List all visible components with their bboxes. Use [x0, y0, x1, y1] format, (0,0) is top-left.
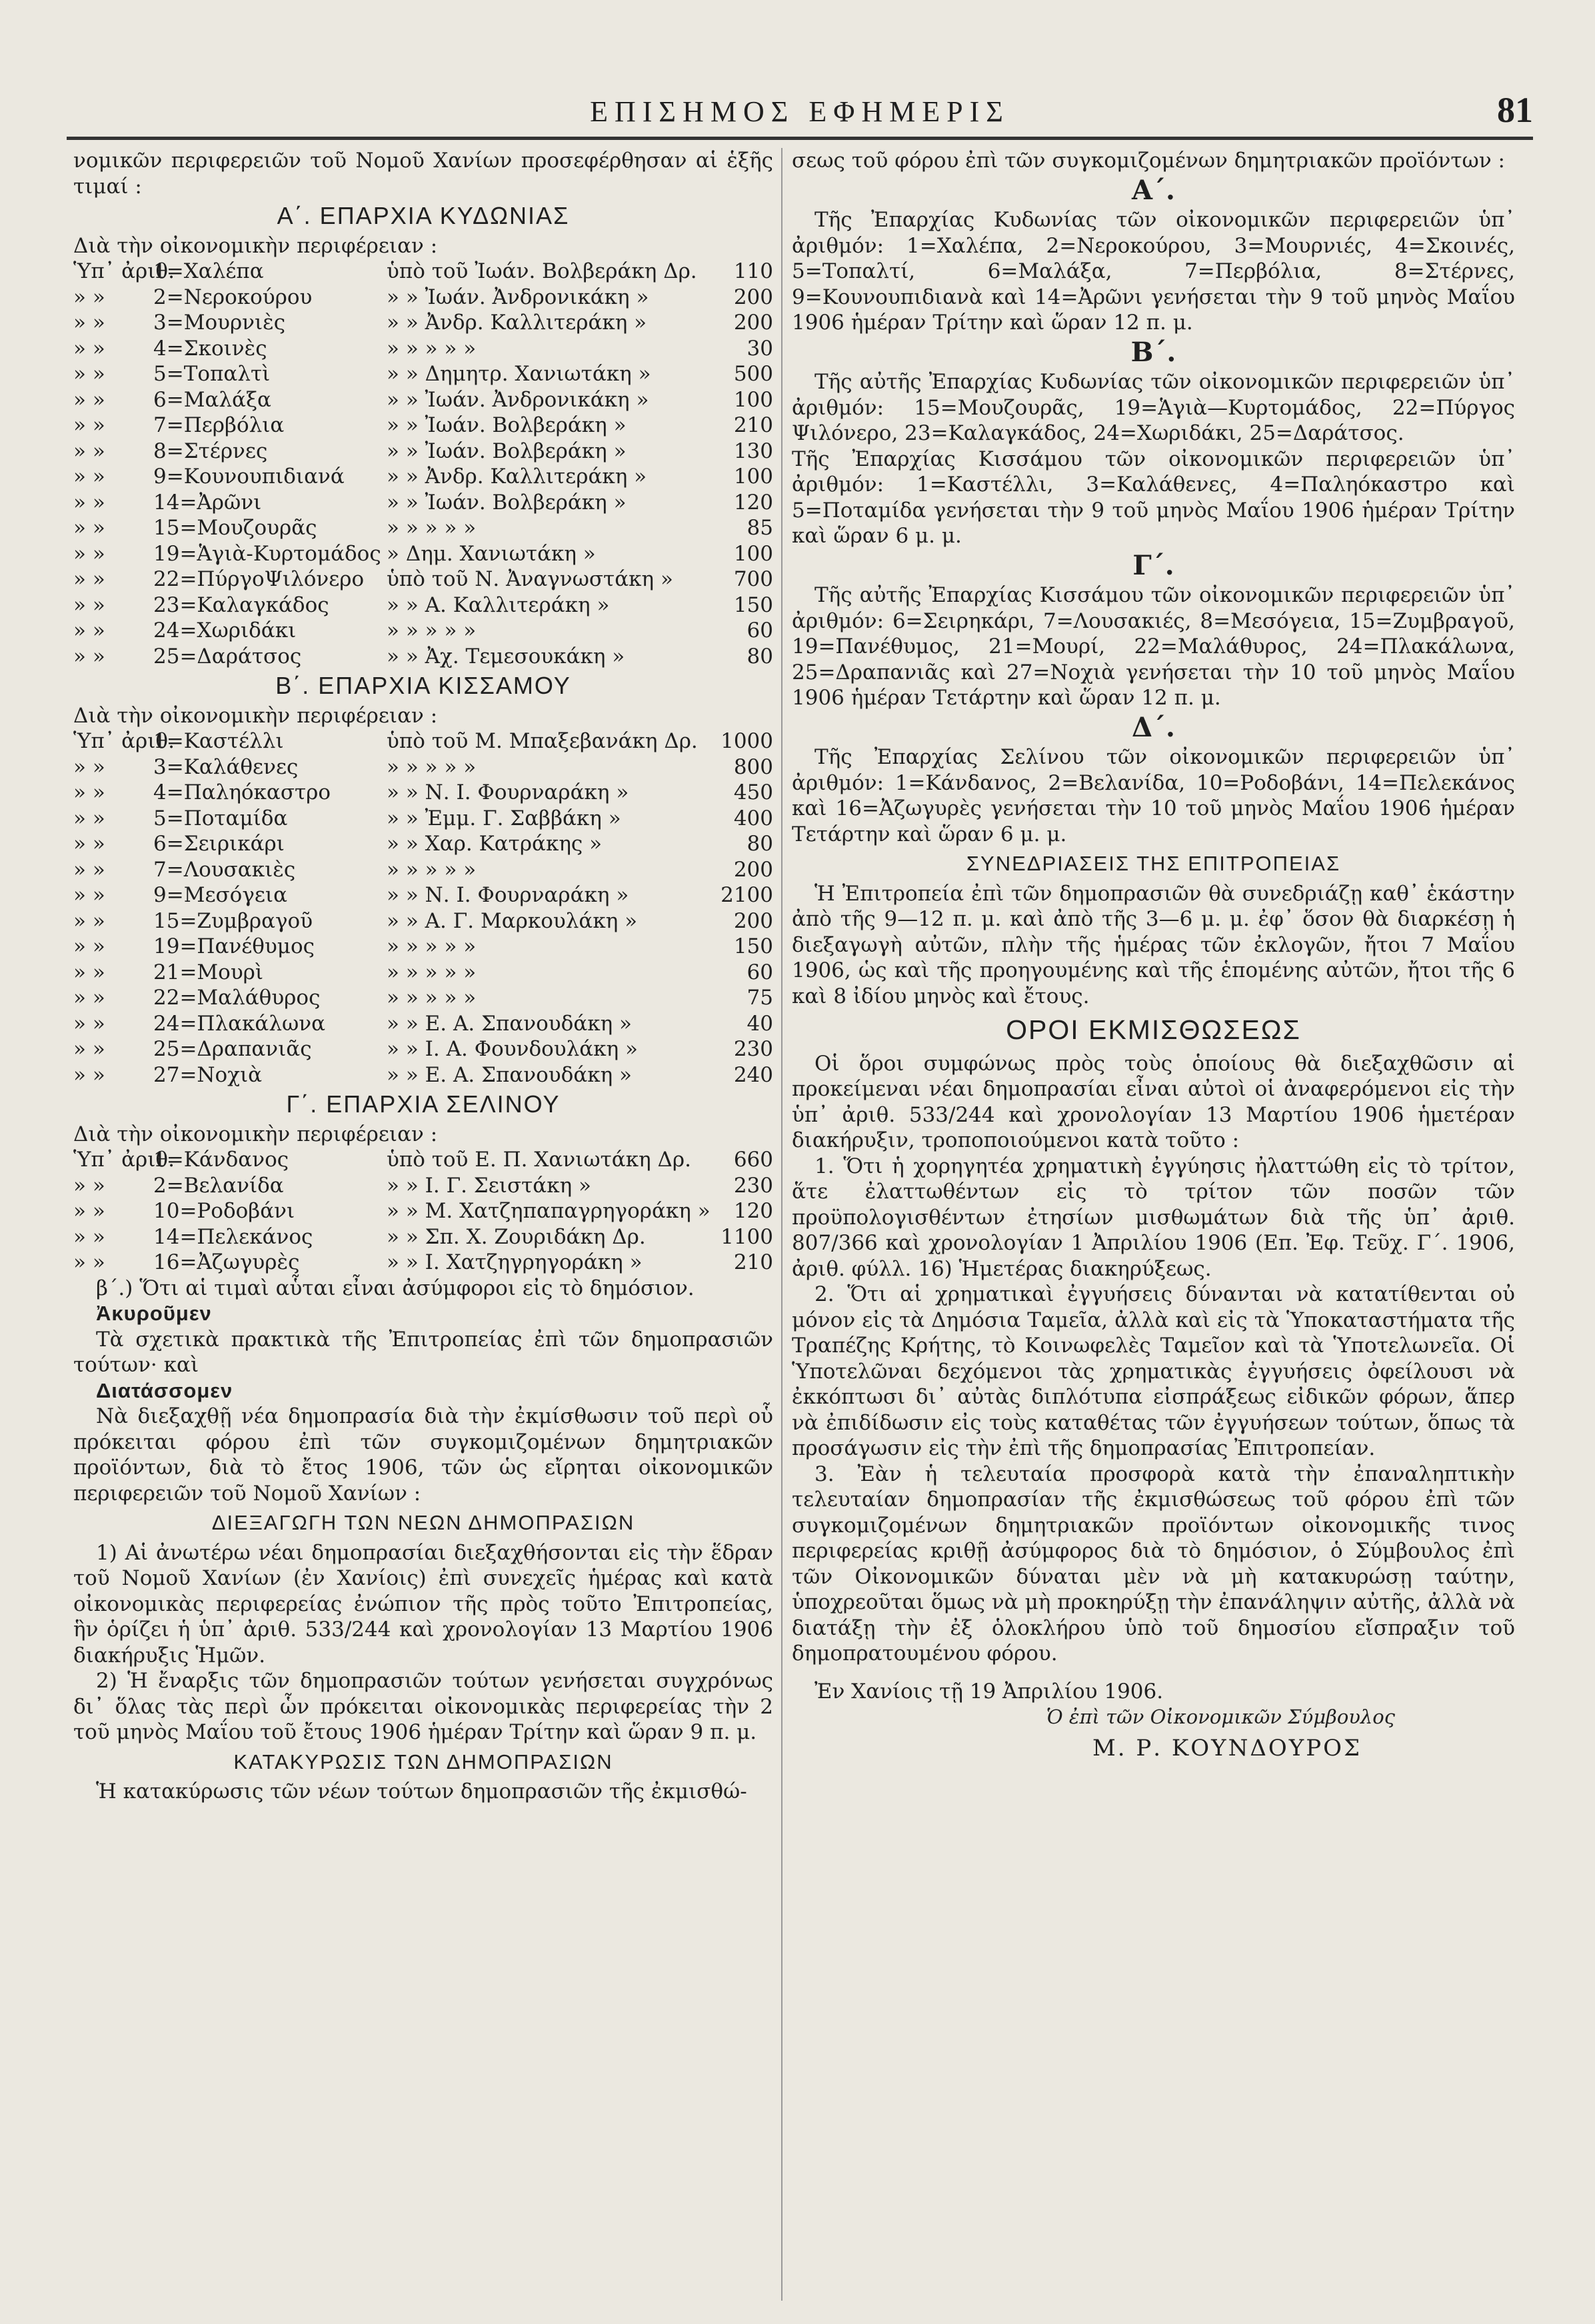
row-number: » » — [73, 644, 105, 668]
row-bidder: » » Ἰωάν. Ἀνδρονικάκη » — [387, 285, 649, 309]
section-b-subtitle: Διὰ τὴν οἰκονομικὴν περιφέρειαν : — [73, 703, 438, 728]
table-row — [73, 960, 773, 986]
row-number: » » — [73, 387, 105, 412]
table-row — [73, 567, 773, 592]
bids-table-selino — [73, 1147, 773, 1276]
row-bidder: ὑπὸ τοῦ Ν. Ἀναγνωστάκη » — [387, 567, 673, 591]
table-row — [73, 857, 773, 883]
newspaper-title: ΕΠΙΣΗΜΟΣ ΕΦΗΜΕΡΙΣ — [590, 95, 1010, 128]
table-row — [73, 754, 773, 780]
row-bidder: » » Ι. Α. Φουνδουλάκη » — [387, 1037, 638, 1061]
row-number: » » — [73, 285, 105, 309]
row-number: » » — [73, 1250, 105, 1274]
row-number: » » — [73, 439, 105, 463]
row-number: Ὑπ᾽ ἀριθ. — [73, 259, 175, 283]
row-place: 3=Καλάθενες — [153, 754, 299, 779]
table-row — [73, 439, 773, 465]
table-row — [73, 285, 773, 311]
akyroumen-heading: Ἀκυροῦμεν — [96, 1302, 212, 1325]
awards-text: Ἡ κατακύρωσις τῶν νέων τούτων δημοπρασιῶν τῆς ἐκμισθώ- — [96, 1779, 747, 1803]
schedule-c-text: Τῆς αὐτῆς Ἐπαρχίας Κισσάμου τῶν οἰκονομικῶν περιφερειῶν ὑπ᾽ ἀριθμόν: 6=Σειρηκάρι, 7=Λουσακιές, 8=Μεσόγεια, 15=Ζυμβραγοῦ, 19=Πανέθυμος, 21=Μουρί, 22=Μαλάθυρος, 24=Πλακάλωνα, 25=Δραπανιᾶς καὶ 27=Νοχιὰ γενήσεται τὴν 10 τοῦ μηνὸς Μαΐου 1906 ἡμέραν Τετάρτην καὶ ὥραν 12 π. μ. — [792, 583, 1515, 710]
row-place: 22=ΠύργοΨιλόνερο — [153, 567, 365, 591]
table-row — [73, 541, 773, 567]
row-amount: 100 — [733, 387, 773, 412]
row-number: » » — [73, 1062, 105, 1087]
row-amount: 450 — [733, 780, 773, 804]
table-row — [73, 908, 773, 934]
row-number: » » — [73, 1037, 105, 1061]
row-number: » » — [73, 1224, 105, 1249]
term-3: 3. Ἐὰν ἡ τελευταία προσφορὰ κατὰ τὴν ἐπαναληπτικὴν τελευταίαν δημοπρασίαν τῆς ἐκμισθώσεως τοῦ φόρου ἐπὶ τῶν συγκομιζομένων δημητριακῶν προϊόντων οἰκονομικῆς τινος περιφερείας κριθῇ ἀσύμφορος διὰ τὸ δημόσιον, ὁ Σύμβουλος ἐπὶ τῶν Οἰκονομικῶν δύναται μὲν νὰ μὴ κατακυρώσῃ ταύτην, ὑποχρεοῦται ὅμως νὰ μὴ προκηρύξῃ τὴν ἐπανάληψιν αὐτῆς, ἀλλὰ νὰ διατάξῃ τὴν ἐξ ὁλοκλήρου ὑπὸ τοῦ δημοσίου εἴσπραξιν τοῦ δημοπρατουμένου φόρου. — [792, 1462, 1515, 1666]
row-number: » » — [73, 516, 105, 540]
row-number: » » — [73, 567, 105, 591]
row-number: » » — [73, 883, 105, 907]
table-row — [73, 259, 773, 285]
row-bidder: » » » » » — [387, 618, 477, 642]
row-bidder: » » Χαρ. Κατράκης » — [387, 832, 603, 856]
diatassomen-text: Νὰ διεξαχθῇ νέα δημοπρασία διὰ τὴν ἐκμίσθωσιν τοῦ περὶ οὗ πρόκειται φόρου ἐπὶ τῶν συγκομιζομένων δημητριακῶν προϊόντων, διὰ τὸ ἔτος 1906, τῶν ὡς εἴρηται οἰκονομικῶν περιφερειῶν τοῦ Νομοῦ Χανίων : — [73, 1404, 773, 1506]
row-place: 27=Νοχιὰ — [153, 1062, 263, 1087]
row-bidder: ὑπὸ τοῦ Ἰωάν. Βολβεράκη Δρ. — [387, 259, 697, 283]
row-bidder: » » Α. Καλλιτεράκη » — [387, 592, 610, 617]
table-row — [73, 1036, 773, 1062]
table-row — [73, 1198, 773, 1224]
note-text: β΄.) Ὅτι αἱ τιμαὶ αὗται εἶναι ἀσύμφοροι εἰς τὸ δημόσιον. — [96, 1276, 695, 1300]
row-number: » » — [73, 541, 105, 566]
row-amount: 660 — [733, 1148, 773, 1172]
page-header — [67, 80, 1533, 133]
page-number: 81 — [1497, 90, 1533, 130]
row-amount: 400 — [733, 806, 773, 830]
table-row — [73, 985, 773, 1011]
term-2: 2. Ὅτι αἱ χρηματικαὶ ἐγγυήσεις δύνανται νὰ κατατίθενται οὐ μόνον εἰς τὰ Δημόσια Ταμεῖα, ἀλλὰ καὶ εἰς τὰ Ὑποκαταστήματα τῆς Τραπέζης Κρήτης, τὸ Κοινωφελὲς Ταμεῖον καὶ τὰ Ὑποτελωνεῖα. Οἱ Ὑποτελῶναι δεχόμενοι τὰς χρηματικὰς ἐγγυήσεις ὀφείλουσι νὰ ἐκκόπτωσι δι᾽ αὐτὰς διπλότυπα εἰσπράξεως εἰδικῶν φόρων, ἅπερ νὰ ἐπιδίδωσιν εἰς τοὺς καταθέτας τῶν ἐγγυήσεων τούτων, ὅπως τὰ προσάγωσιν εἰς τὴν ἐπὶ τῆς δημοπρασίας Ἐπιτροπείαν. — [792, 1282, 1515, 1460]
table-row — [73, 831, 773, 857]
section-a-subtitle: Διὰ τὴν οἰκονομικὴν περιφέρειαν : — [73, 233, 438, 258]
row-bidder: » » Ν. Ι. Φουρναράκη » — [387, 780, 629, 804]
row-place: 19=Ἁγιὰ-Κυρτομάδος — [153, 541, 381, 566]
row-bidder: » Δημ. Χανιωτάκη » — [387, 541, 596, 566]
row-amount: 120 — [733, 490, 773, 515]
row-place: 1=Κάνδανος — [153, 1148, 289, 1172]
schedule-d-text: Τῆς Ἐπαρχίας Σελίνου τῶν οἰκονομικῶν περιφερειῶν ὑπ᾽ ἀριθμόν: 1=Κάνδανος, 2=Βελανίδα, 10=Ροδοβάνι, 14=Πελεκάνος καὶ 16=Ἀζωγυρὲς γενήσεται τὴν 10 τοῦ μηνὸς Μαΐου 1906 ἡμέραν Τετάρτην καὶ ὥραν 6 μ. μ. — [792, 745, 1515, 846]
row-place: 10=Ροδοβάνι — [153, 1199, 295, 1223]
row-amount: 700 — [733, 567, 773, 591]
row-bidder: » » Ἰωάν. Ἀνδρονικάκη » — [387, 387, 649, 412]
row-amount: 200 — [733, 311, 773, 335]
table-row — [73, 1250, 773, 1276]
row-place: 15=Μουζουρᾶς — [153, 516, 317, 540]
row-bidder: » » Ἰωάν. Βολβεράκη » — [387, 413, 627, 437]
row-place: 6=Μαλάξα — [153, 387, 271, 412]
continuation-text: σεως τοῦ φόρου ἐπὶ τῶν συγκομιζομένων δημητριακῶν προϊόντων : — [792, 149, 1505, 173]
row-number: » » — [73, 754, 105, 779]
left-column — [73, 148, 773, 2301]
terms-heading: ΟΡΟΙ ΕΚΜΙΣΘΩΣΕΩΣ — [1006, 1014, 1301, 1045]
table-row — [73, 1224, 773, 1250]
schedule-c-letter: Γ΄. — [1132, 549, 1174, 581]
row-bidder: » » Ἀχ. Τεμεσουκάκη » — [387, 644, 625, 668]
row-amount: 100 — [733, 541, 773, 566]
schedule-b-letter: Β΄. — [1130, 336, 1176, 368]
row-number: » » — [73, 832, 105, 856]
row-bidder: » » » » » — [387, 516, 477, 540]
row-place: 22=Μαλάθυρος — [153, 986, 321, 1010]
row-number: » » — [73, 1199, 105, 1223]
row-bidder: » » » » » — [387, 754, 477, 779]
date-line: Ἐν Χανίοις τῇ 19 Ἀπριλίου 1906. — [814, 1679, 1164, 1704]
row-place: 1=Χαλέπα — [153, 259, 264, 283]
row-number: » » — [73, 336, 105, 361]
row-amount: 1000 — [721, 729, 773, 753]
row-number: Ὑπ᾽ ἀριθ. — [73, 729, 175, 753]
row-bidder: » » » » » — [387, 336, 477, 361]
row-number: » » — [73, 908, 105, 933]
table-row — [73, 490, 773, 516]
table-row — [73, 464, 773, 490]
row-place: 5=Τοπαλτὶ — [153, 362, 271, 386]
row-place: 14=Ἀρῶνι — [153, 490, 262, 515]
row-amount: 110 — [733, 259, 773, 283]
row-amount: 150 — [733, 934, 773, 958]
table-row — [73, 618, 773, 644]
row-place: 16=Ἀζωγυρὲς — [153, 1250, 300, 1274]
row-place: 7=Λουσακιὲς — [153, 857, 296, 882]
row-bidder: » » Ι. Χατζηγρηγοράκη » — [387, 1250, 643, 1274]
schedule-a-text: Τῆς Ἐπαρχίας Κυδωνίας τῶν οἰκονομικῶν περιφερειῶν ὑπ᾽ ἀριθμόν: 1=Χαλέπα, 2=Νεροκούρου, 3=Μουρνιές, 4=Σκοινές, 5=Τοπαλτί, 6=Μαλάξα, 7=Περβόλια, 8=Στέρνες, 9=Κουνουπιδιανὰ καὶ 14=Ἀρῶνι γενήσεται τὴν 9 τοῦ μηνὸς Μαΐου 1906 ἡμέραν Τρίτην καὶ ὥραν 12 π. μ. — [792, 208, 1515, 335]
row-number: » » — [73, 934, 105, 958]
row-bidder: » » Ἰωάν. Βολβεράκη » — [387, 439, 627, 463]
row-place: 15=Ζυμβραγοῦ — [153, 908, 313, 933]
row-number: Ὑπ᾽ ἀριθ. — [73, 1148, 175, 1172]
row-amount: 60 — [747, 960, 773, 984]
table-row — [73, 1173, 773, 1199]
schedule-b-text: Τῆς αὐτῆς Ἐπαρχίας Κυδωνίας τῶν οἰκονομικῶν περιφερειῶν ὑπ᾽ ἀριθμόν: 15=Μουζουρᾶς, 19=Ἁγιὰ—Κυρτομάδος, 22=Πύργος Ψιλόνερο, 23=Καλαγκάδος, 24=Χωριδάκι, 25=Δαράτσος. Τῆς Ἐπαρχίας Κισσάμου τῶν οἰκονομικῶν περιφερειῶν ὑπ᾽ ἀριθμόν: 1=Καστέλλι, 3=Καλάθενες, 4=Παληόκαστρο καὶ 5=Ποταμίδα γενήσεται τὴν 9 τοῦ μηνὸς Μαΐου 1906 ἡμέραν Τρίτην καὶ ὥραν 6 μ. μ. — [792, 370, 1515, 548]
row-number: » » — [73, 960, 105, 984]
bids-table-kissamos — [73, 728, 773, 1088]
row-bidder: » » » » » — [387, 986, 477, 1010]
schedule-d-letter: Δ΄. — [1132, 711, 1175, 743]
row-number: » » — [73, 1011, 105, 1036]
row-amount: 500 — [733, 362, 773, 386]
row-bidder: » » Ε. Α. Σπανουδάκη » — [387, 1062, 633, 1087]
schedule-a-letter: Α΄. — [1132, 174, 1175, 206]
row-bidder: » » Ἰωάν. Βολβεράκη » — [387, 490, 627, 515]
row-number: » » — [73, 1173, 105, 1198]
row-amount: 150 — [733, 592, 773, 617]
row-number: » » — [73, 490, 105, 515]
row-place: 4=Σκοινὲς — [153, 336, 267, 361]
row-amount: 200 — [733, 908, 773, 933]
term-1: 1. Ὅτι ἡ χορηγητέα χρηματικὴ ἐγγύησις ἠλαττώθη εἰς τὸ τρίτον, ἅτε ἐλαττωθέντων εἰς τὸ τρίτον τῶν ποσῶν τῶν προϋπολογισθέντων ἐτησίων μισθωμάτων διὰ τῆς ὑπ᾽ ἀριθ. 807/366 καὶ χρονολογίαν 1 Ἀπριλίου 1906 (Επ. Ἐφ. Τεῦχ. Γ΄. 1906, ἀριθ. φύλλ. 16) Ἡμετέρας διακηρύξεως. — [792, 1154, 1515, 1281]
right-column — [792, 148, 1515, 2301]
table-row — [73, 361, 773, 387]
row-place: 25=Δραπανιᾶς — [153, 1037, 312, 1061]
row-amount: 210 — [733, 413, 773, 437]
row-amount: 200 — [733, 857, 773, 882]
row-bidder: » » Ἐμμ. Γ. Σαββάκη » — [387, 806, 621, 830]
row-amount: 200 — [733, 285, 773, 309]
row-amount: 800 — [733, 754, 773, 779]
row-bidder: » » Ἀνδρ. Καλλιτεράκη » — [387, 465, 647, 489]
bids-table-kydonia — [73, 259, 773, 669]
row-place: 3=Μουρνιὲς — [153, 311, 286, 335]
table-row — [73, 934, 773, 960]
row-place: 5=Ποταμίδα — [153, 806, 288, 830]
row-amount: 60 — [747, 618, 773, 642]
table-row — [73, 1062, 773, 1088]
row-amount: 130 — [733, 439, 773, 463]
row-amount: 80 — [747, 832, 773, 856]
row-place: 7=Περβόλια — [153, 413, 285, 437]
row-number: » » — [73, 592, 105, 617]
row-place: 19=Πανέθυμος — [153, 934, 315, 958]
row-bidder: » » Ἀνδρ. Καλλιτεράκη » — [387, 311, 647, 335]
row-place: 2=Βελανίδα — [153, 1173, 284, 1198]
row-number: » » — [73, 618, 105, 642]
row-number: » » — [73, 465, 105, 489]
new-auctions-heading: ΔΙΕΞΑΓΩΓΗ ΤΩΝ ΝΕΩΝ ΔΗΜΟΠΡΑΣΙΩΝ — [211, 1511, 635, 1534]
table-row — [73, 780, 773, 806]
akyroumen-text: Τὰ σχετικὰ πρακτικὰ τῆς Ἐπιτροπείας ἐπὶ τῶν δημοπρασιῶν τούτων· καὶ — [73, 1327, 773, 1377]
row-amount: 240 — [733, 1062, 773, 1087]
row-number: » » — [73, 311, 105, 335]
diatassomen-heading: Διατάσσομεν — [96, 1378, 233, 1402]
table-row — [73, 1147, 773, 1173]
table-row — [73, 806, 773, 832]
row-amount: 1100 — [721, 1224, 773, 1249]
row-bidder: » » Ε. Α. Σπανουδάκη » — [387, 1011, 633, 1036]
meetings-heading: ΣΥΝΕΔΡΙΑΣΕΙΣ ΤΗΣ ΕΠΙΤΡΟΠΕΙΑΣ — [966, 852, 1341, 875]
row-place: 9=Κουνουπιδιανά — [153, 465, 345, 489]
row-number: » » — [73, 362, 105, 386]
row-place: 23=Καλαγκάδος — [153, 592, 329, 617]
signature-name: Μ. Ρ. ΚΟΥΝΔΟΥΡΟΣ — [1092, 1734, 1362, 1761]
intro-text: νομικῶν περιφερειῶν τοῦ Νομοῦ Χανίων προσεφέρθησαν αἱ ἑξῆς τιμαί : — [73, 149, 773, 199]
row-place: 25=Δαράτσος — [153, 644, 302, 668]
row-bidder: » » » » » — [387, 857, 477, 882]
row-bidder: ὑπὸ τοῦ Μ. Μπαξεβανάκη Δρ. — [387, 729, 698, 753]
row-amount: 85 — [747, 516, 773, 540]
terms-intro: Οἱ ὅροι συμφώνως πρὸς τοὺς ὁποίους θὰ διεξαχθῶσιν αἱ προκείμεναι νέαι δημοπρασίαι εἶναι αὐτοὶ οἱ ἀναφερόμενοι εἰς τὴν ὑπ᾽ ἀριθ. 533/244 καὶ χρονολογίαν 13 Μαρτίου 1906 ἡμετέραν διακήρυξιν, τροποποιούμενοι κατὰ τοῦτο : — [792, 1051, 1515, 1152]
row-place: 6=Σειρικάρι — [153, 832, 285, 856]
row-amount: 40 — [747, 1011, 773, 1036]
row-place: 4=Παληόκαστρο — [153, 780, 331, 804]
row-place: 9=Μεσόγεια — [153, 883, 288, 907]
row-bidder: » » » » » — [387, 960, 477, 984]
row-number: » » — [73, 780, 105, 804]
table-row — [73, 592, 773, 618]
table-row — [73, 387, 773, 413]
table-row — [73, 515, 773, 541]
column-divider — [781, 148, 783, 2301]
meetings-text: Ἡ Ἐπιτροπεία ἐπὶ τῶν δημοπρασιῶν θὰ συνεδριάζῃ καθ᾽ ἑκάστην ἀπὸ τῆς 9—12 π. μ. καὶ ἀπὸ τῆς 3—6 μ. μ. ἐφ᾽ ὅσον θὰ διαρκέσῃ ἡ διεξαγωγὴ αὐτῶν, πλὴν τῆς ἡμέρας τῶν ἐκλογῶν, ἤτοι 7 Μαΐου 1906, ὡς καὶ τῆς προηγουμένης καὶ τῆς ἑπομένης αὐτῶν, ἤτοι τῆς 6 καὶ 8 ἰδίου μηνὸς καὶ ἔτους. — [792, 881, 1515, 1008]
row-number: » » — [73, 986, 105, 1010]
row-amount: 75 — [747, 986, 773, 1010]
row-bidder: » » Σπ. Χ. Ζουριδάκη Δρ. — [387, 1224, 646, 1249]
paragraph-1: 1) Αἱ ἀνωτέρω νέαι δημοπρασίαι διεξαχθήσονται εἰς τὴν ἕδραν τοῦ Νομοῦ Χανίων (ἐν Χανίοις) ἐπὶ συνεχεῖς ἡμέρας καὶ κατὰ οἰκονομικὰς περιφερείας ἐνώπιον τῆς πρὸς τοῦτο Ἐπιτροπείας, ἣν ὁρίζει ἡ ὑπ᾽ ἀριθ. 533/244 καὶ χρονολογίαν 13 Μαρτίου 1906 διακήρυξις Ἡμῶν. — [73, 1540, 773, 1668]
table-row — [73, 882, 773, 908]
row-number: » » — [73, 413, 105, 437]
row-amount: 80 — [747, 644, 773, 668]
row-place: 2=Νεροκούρου — [153, 285, 313, 309]
row-number: » » — [73, 806, 105, 830]
signature-title: Ὁ ἐπὶ τῶν Οἰκονομικῶν Σύμβουλος — [1046, 1706, 1395, 1728]
table-row — [73, 1011, 773, 1037]
row-amount: 120 — [733, 1199, 773, 1223]
row-amount: 30 — [747, 336, 773, 361]
row-bidder: ὑπὸ τοῦ Ε. Π. Χανιωτάκη Δρ. — [387, 1148, 691, 1172]
row-bidder: » » Ι. Γ. Σειστάκη » — [387, 1173, 591, 1198]
awards-heading: ΚΑΤΑΚΥΡΩΣΙΣ ΤΩΝ ΔΗΜΟΠΡΑΣΙΩΝ — [233, 1749, 613, 1773]
row-amount: 230 — [733, 1037, 773, 1061]
row-bidder: » » Δημητρ. Χανιωτάκη » — [387, 362, 651, 386]
table-row — [73, 336, 773, 362]
section-c-subtitle: Διὰ τὴν οἰκονομικὴν περιφέρειαν : — [73, 1122, 438, 1146]
table-row — [73, 310, 773, 336]
row-place: 8=Στέρνες — [153, 439, 268, 463]
row-bidder: » » Ν. Ι. Φουρναράκη » — [387, 883, 629, 907]
row-amount: 230 — [733, 1173, 773, 1198]
section-c-title: Γ΄. ΕΠΑΡΧΙΑ ΣΕΛΙΝΟΥ — [286, 1090, 561, 1118]
section-b-title: Β΄. ΕΠΑΡΧΙΑ ΚΙΣΣΑΜΟΥ — [275, 672, 571, 699]
table-row — [73, 644, 773, 670]
table-row — [73, 728, 773, 754]
row-amount: 2100 — [721, 883, 773, 907]
header-rule — [67, 137, 1533, 140]
row-place: 1=Καστέλλι — [153, 729, 284, 753]
row-bidder: » » Α. Γ. Μαρκουλάκη » — [387, 908, 638, 933]
table-row — [73, 413, 773, 439]
row-number: » » — [73, 857, 105, 882]
row-bidder: » » » » » — [387, 934, 477, 958]
section-a-title: Α΄. ΕΠΑΡΧΙΑ ΚΥΔΩΝΙΑΣ — [277, 202, 570, 229]
row-amount: 100 — [733, 465, 773, 489]
row-amount: 210 — [733, 1250, 773, 1274]
row-place: 21=Μουρὶ — [153, 960, 264, 984]
row-place: 24=Πλακάλωνα — [153, 1011, 326, 1036]
paragraph-2: 2) Ἡ ἔναρξις τῶν δημοπρασιῶν τούτων γενήσεται συγχρόνως δι᾽ ὅλας τὰς περὶ ὧν πρόκειται οἰκονομικὰς περιφερείας τὴν 2 τοῦ μηνὸς Μαΐου τοῦ ἔτους 1906 ἡμέραν Τρίτην καὶ ὥραν 9 π. μ. — [73, 1669, 773, 1744]
row-place: 24=Χωριδάκι — [153, 618, 297, 642]
row-bidder: » » Μ. Χατζηπαπαγρηγοράκη » — [387, 1199, 711, 1223]
row-place: 14=Πελεκάνος — [153, 1224, 313, 1249]
